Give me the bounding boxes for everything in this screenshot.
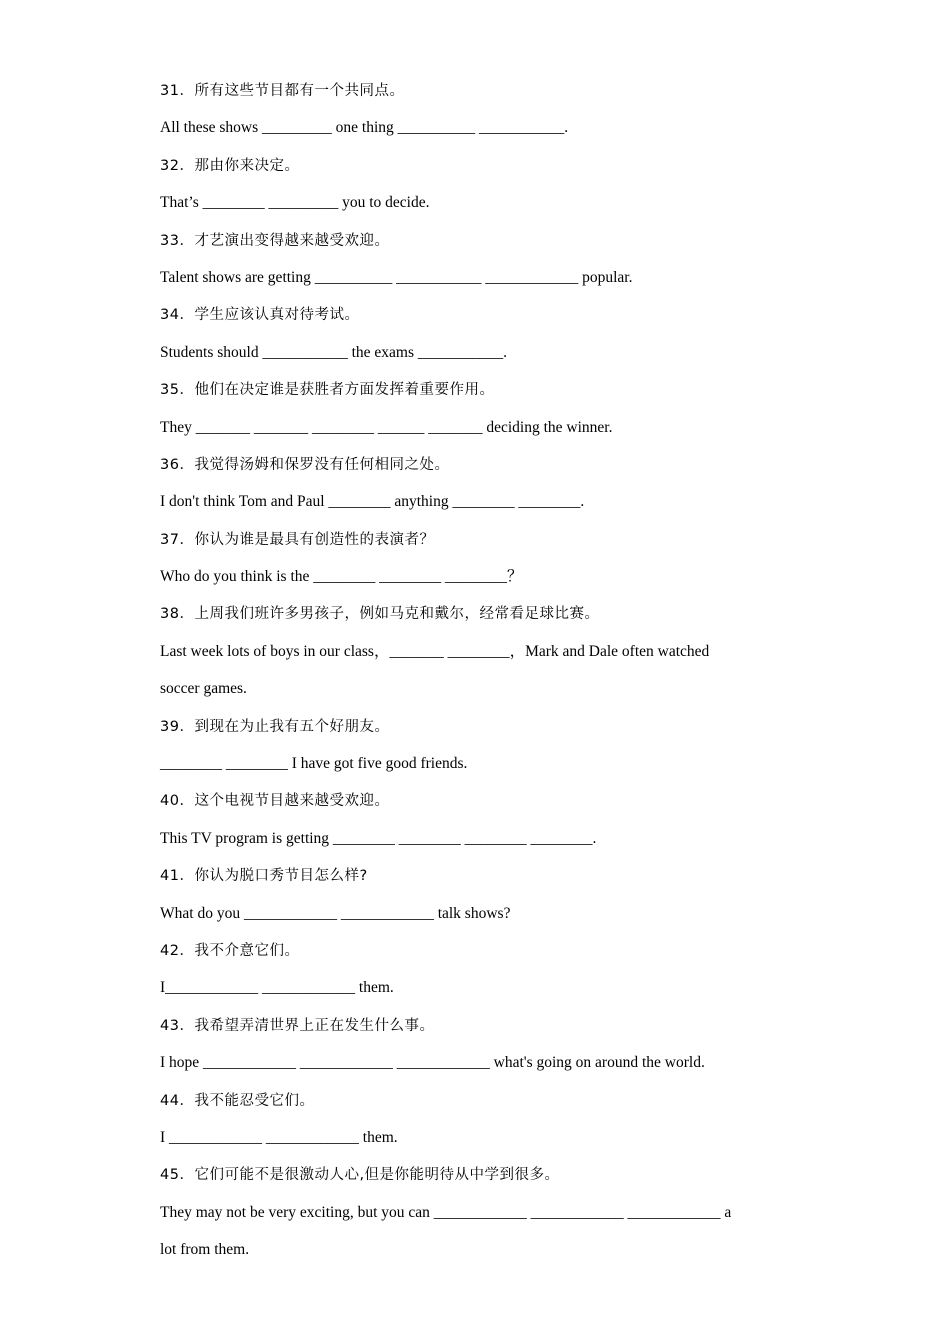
question-sentence-continued: lot from them.: [160, 1241, 250, 1259]
question-sentence: They _______ _______ ________ ______ _______ deciding the winner.: [160, 418, 613, 436]
question-sentence: ________ ________ I have got five good friends.: [160, 755, 468, 773]
question-44: [160, 1089, 790, 1164]
question-prompt: 41．你认为脱口秀节目怎么样?: [160, 868, 368, 885]
question-36: [160, 453, 790, 528]
question-sentence: What do you ____________ ____________ talk shows?: [160, 904, 511, 922]
question-sentence-continued: soccer games.: [160, 680, 247, 698]
question-sentence: All these shows _________ one thing __________ ___________.: [160, 119, 569, 137]
question-prompt: 38．上周我们班许多男孩子，例如马克和戴尔，经常看足球比赛。: [160, 606, 600, 623]
question-sentence: This TV program is getting ________ ________ ________ ________.: [160, 829, 597, 847]
question-45: [160, 1163, 790, 1275]
question-prompt: 42．我不介意它们。: [160, 942, 300, 959]
question-prompt: 32．那由你来决定。: [160, 157, 300, 174]
question-43: [160, 1014, 790, 1089]
question-40: [160, 789, 790, 864]
question-prompt: 44．我不能忍受它们。: [160, 1092, 315, 1109]
question-sentence: I ____________ ____________ them.: [160, 1128, 398, 1146]
question-sentence: Last week lots of boys in our class，_______ ________，Mark and Dale often watched: [160, 642, 710, 660]
question-sentence: I don't think Tom and Paul ________ anything ________ ________.: [160, 493, 585, 511]
question-prompt: 43．我希望弄清世界上正在发生什么事。: [160, 1017, 435, 1034]
question-32: [160, 154, 790, 229]
question-prompt: 39．到现在为止我有五个好朋友。: [160, 718, 390, 735]
question-33: [160, 229, 790, 304]
question-sentence: I hope ____________ ____________ ____________ what's going on around the world.: [160, 1054, 705, 1072]
question-prompt: 37．你认为谁是最具有创造性的表演者？: [160, 531, 435, 548]
question-37: [160, 528, 790, 603]
question-sentence: Students should ___________ the exams ___________.: [160, 343, 508, 361]
question-sentence: Talent shows are getting __________ ___________ ____________ popular.: [160, 268, 633, 286]
question-prompt: 31．所有这些节目都有一个共同点。: [160, 83, 405, 99]
question-prompt: 34．学生应该认真对待考试。: [160, 307, 360, 324]
question-sentence: I____________ ____________ them.: [160, 979, 394, 997]
question-sentence: That’s ________ _________ you to decide.: [160, 194, 430, 212]
question-sentence: Who do you think is the ________ ________ ________？: [160, 568, 523, 586]
question-prompt: 33．才艺演出变得越来越受欢迎。: [160, 232, 390, 249]
exercise-list: [160, 79, 790, 1276]
question-41: [160, 864, 790, 939]
question-31: [160, 79, 790, 154]
question-prompt: 35．他们在决定谁是获胜者方面发挥着重要作用。: [160, 382, 495, 399]
question-35: [160, 378, 790, 453]
question-34: [160, 303, 790, 378]
question-prompt: 45．它们可能不是很激动人心,但是你能明待从中学到很多。: [160, 1167, 560, 1184]
question-prompt: 40．这个电视节目越来越受欢迎。: [160, 793, 390, 810]
question-sentence: They may not be very exciting, but you can ____________ ____________ ____________ a: [160, 1203, 732, 1221]
question-prompt: 36．我觉得汤姆和保罗没有任何相同之处。: [160, 456, 450, 473]
question-38: [160, 602, 790, 714]
question-42: [160, 939, 790, 1014]
question-39: [160, 715, 790, 790]
